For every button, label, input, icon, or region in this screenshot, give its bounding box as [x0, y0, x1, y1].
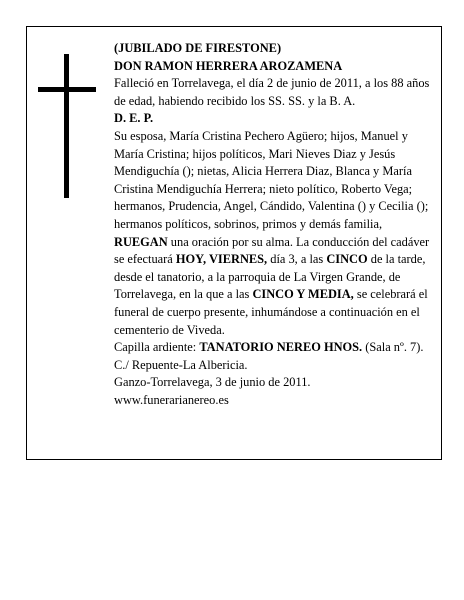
- dep-line: D. E. P.: [114, 111, 154, 126]
- family-list: Su esposa, María Cristina Pechero Agüero; hijos, Manuel y María Cristina; hijos políticos, Mari Nieves Diaz y Jesús Mendiguchía (); nietas, Alicia Herrera Diaz, Blanca y María Cristina Mendiguchía Herrera; nieto político, Roberto Vega; hermanos, Prudencia, Angel, Cándido, Valentina () y Cecilia (); hermanos políticos, sobrinos, primos y demás familia,: [114, 128, 429, 231]
- funeral-text-2: día 3, a las: [267, 252, 327, 267]
- death-announcement: Falleció en Torrelavega, el día 2 de junio de 2011, a los 88 años de edad, habiendo recibido los SS. SS. y la B. A.: [114, 76, 430, 108]
- latin-cross-icon: [38, 54, 96, 198]
- funeral-text-1: una oración por su alma. La conducción del cadáver se efectuará: [114, 234, 430, 267]
- chapel-name: TANATORIO NEREO HNOS.: [199, 340, 363, 355]
- occupation-header: (JUBILADO DE FIRESTONE): [114, 41, 282, 55]
- place-date: Ganzo-Torrelavega, 3 de junio de 2011.: [114, 375, 311, 390]
- service-time: CINCO Y MEDIA,: [252, 287, 354, 302]
- cross-vertical-bar: [64, 54, 69, 198]
- cross-horizontal-bar: [38, 87, 96, 92]
- deceased-name: DON RAMON HERRERA AROZAMENA: [114, 58, 343, 73]
- chapel-info: [114, 339, 434, 374]
- funeral-text-4: se celebrará el funeral de cuerpo presente, inhumándose a continuación en el cementerio de Viveda.: [114, 287, 428, 337]
- chapel-address: (Sala nº. 7). C./ Repuente-La Albericia.: [114, 340, 424, 372]
- chapel-label: Capilla ardiente:: [114, 340, 200, 355]
- ruegan-label: RUEGAN: [114, 234, 168, 249]
- obituary-text: [114, 40, 434, 409]
- website-text: www.funerarianereo.es: [114, 392, 229, 407]
- funeral-text-3: de la tarde, desde el tanatorio, a la parroquia de La Virgen Grande, de Torrelavega, en la que a las: [114, 252, 426, 302]
- funeral-day: HOY, VIERNES,: [175, 252, 268, 267]
- funeral-details: [114, 234, 434, 340]
- procession-time: CINCO: [326, 252, 368, 267]
